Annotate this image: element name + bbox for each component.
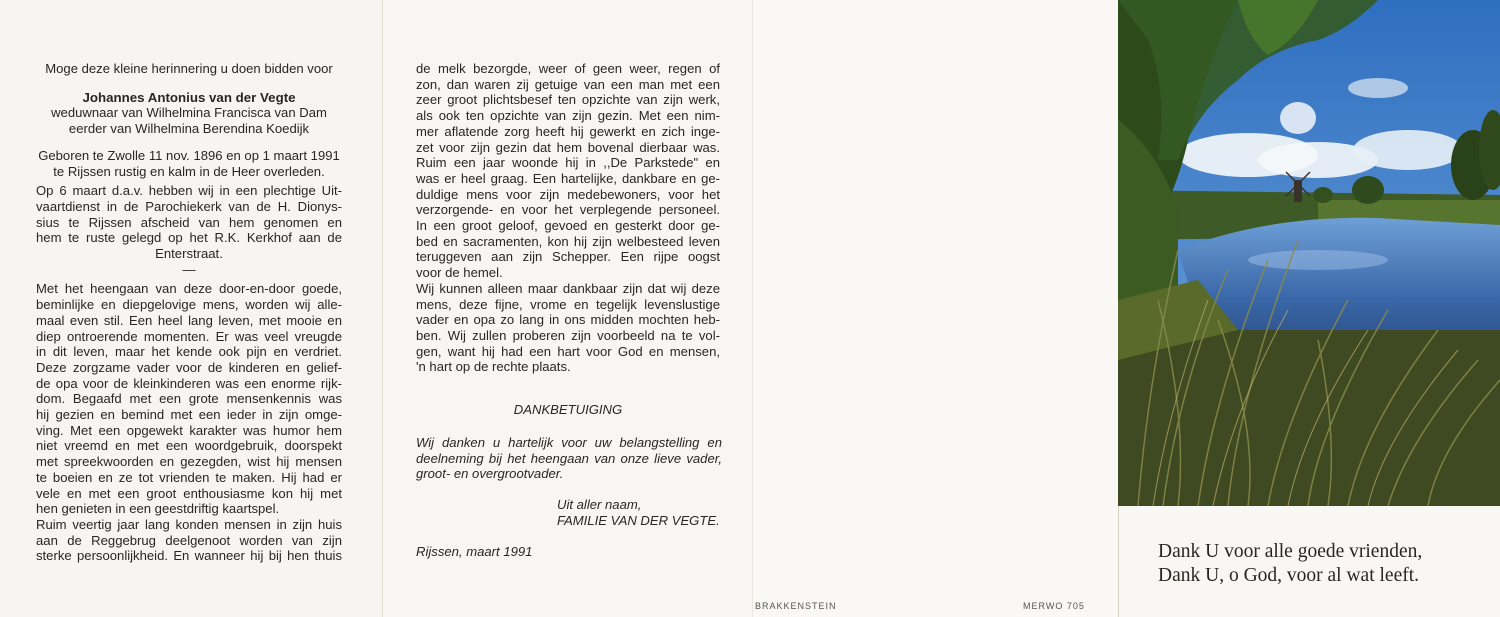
- body-line: beminlijke en diepgelovige mens, worden wij alle-: [36, 297, 342, 313]
- verse-line: Dank U, o God, voor al wat leeft.: [1158, 565, 1420, 586]
- signature-line: FAMILIE VAN DER VEGTE.: [557, 512, 720, 528]
- service-line: hem te ruste gelegd op het R.K. Kerkhof aan de: [36, 230, 342, 246]
- verse-line: Dank U voor alle goede vrienden,: [1158, 541, 1423, 562]
- body-line: mer aflatende zorg heeft hij gewerkt en zich inge-: [416, 123, 720, 139]
- body-line: Deze zorgzame vader voor de kinderen en gelief-: [36, 359, 342, 375]
- born-line: te Rijssen rustig en kalm in de Heer overleden.: [53, 163, 325, 179]
- widower-line: eerder van Wilhelmina Berendina Koedijk: [68, 121, 310, 137]
- signature-line: Uit aller naam,: [557, 497, 642, 512]
- body-line: diep ontroerende momenten. Er was veel vreugde: [36, 328, 342, 344]
- body-line: de opa voor de kleinkinderen was een enorme rijk-: [36, 375, 342, 391]
- body-line: mens, deze fijne, vrome en tegelijk levenslustige: [416, 296, 720, 312]
- body-line: dom. Begaafd met een grote mensenkennis was: [36, 391, 342, 407]
- body-line: met spreekwoorden en gezegden, wist hij mensen: [36, 454, 342, 470]
- verse-text: [1158, 540, 1478, 588]
- body-line: sterke persoonlijkheid. En wanneer hij bij hen thuis: [36, 548, 342, 564]
- body-line: zeer groot plichtsbesef ten opzichte van zijn werk,: [416, 92, 720, 108]
- body-line: ben. Wij zullen proberen zijn voorbeeld na te vol-: [416, 327, 720, 343]
- body-line: te boeien en ze tot vrienden te maken. Hij had er: [36, 469, 342, 485]
- body-line: aan de Reggebrug deelgenoot worden van zijn: [36, 532, 342, 548]
- body-line: maal even stil. Een heel lang leven, met mooie en: [36, 312, 342, 328]
- body-line: 'n hart op de rechte plaats.: [416, 359, 571, 375]
- landscape-photo: [1118, 0, 1500, 506]
- thanks-heading: DANKBETUIGING: [513, 402, 623, 417]
- thanks-line: deelneming bij het heengaan van onze lieve vader,: [416, 450, 722, 466]
- body-line: Ruim een jaar woonde hij in ,,De Parkstede" en: [416, 155, 720, 171]
- thanks-line: groot- en overgrootvader.: [416, 466, 564, 482]
- body-line: bed en sacramenten, kon hij zijn welbesteed leven: [416, 233, 720, 249]
- card-panel-blank: [752, 0, 1118, 617]
- fold-line: [752, 0, 753, 617]
- body-line: vele en met een groot enthousiasme kon hij met: [36, 485, 342, 501]
- place-date: Rijssen, maart 1991: [416, 544, 533, 559]
- body-line: de melk bezorgde, weer of geen weer, regen of: [416, 61, 720, 76]
- service-line: sius te Rijssen afscheid van hem genomen en: [36, 214, 342, 230]
- body-line: in dit leven, maar het kende ook pijn en verdriet.: [36, 344, 342, 360]
- service-line: vaartdienst in de Parochiekerk van de H. Dionys-: [36, 198, 342, 214]
- body-line: hen genieten in een geestdriftig kaartspel.: [36, 501, 280, 517]
- service-line: Op 6 maart d.a.v. hebben wij in een plechtige Uit-: [36, 183, 342, 199]
- body-line: hij gezien en bemind met een ieder in zijn omge-: [36, 407, 342, 423]
- body-line: In een groot geloof, gevoed en gesterkt door ge-: [416, 218, 720, 234]
- body-line: voor de hemel.: [416, 265, 503, 281]
- widower-line: weduwnaar van Wilhelmina Francisca van Dam: [51, 105, 327, 121]
- body-line: gen, want hij had een hart voor God en mensen,: [416, 343, 720, 359]
- body-line: Ruim veertig jaar lang konden mensen in zijn huis: [36, 516, 342, 532]
- body-line: verzorgende- en voor het verplegende personeel.: [416, 202, 720, 218]
- body-line: was er heel graag. Een hartelijke, dankbare en ge-: [416, 170, 720, 186]
- body-line: Met het heengaan van deze door-en-door goede,: [36, 281, 342, 297]
- body-line: als ook ten opzichte van zijn gezin. Met een nim-: [416, 108, 720, 124]
- left-text-column: [36, 61, 342, 564]
- thanks-text: [416, 435, 722, 482]
- body-line: zet voor zijn gezin dat hem bovenal dierbaar was.: [416, 139, 720, 155]
- print-code: MERWO 705: [1023, 601, 1085, 611]
- landscape-illustration: [1118, 0, 1500, 506]
- intro-line: Moge deze kleine herinnering u doen bidden voor: [45, 61, 333, 76]
- body-line: teruggeven aan zijn Schepper. Een rijpe oogst: [416, 249, 720, 265]
- middle-text-column: [416, 61, 720, 375]
- thanks-line: Wij danken u hartelijk voor uw belangstelling en: [416, 435, 722, 450]
- body-line: ving. Met een opgewekt karakter was humor hem: [36, 422, 342, 438]
- family-signature: [557, 497, 737, 528]
- fold-line: [382, 0, 383, 617]
- body-line: duldige mens voor zijn medebewoners, voor het: [416, 186, 720, 202]
- service-line: Enterstraat.: [155, 246, 223, 262]
- deceased-name: Johannes Antonius van der Vegte: [82, 89, 296, 105]
- printer-imprint: BRAKKENSTEIN: [755, 601, 837, 611]
- born-line: Geboren te Zwolle 11 nov. 1896 en op 1 maart 1991: [38, 147, 340, 163]
- body-line: Wij kunnen alleen maar dankbaar zijn dat wij deze: [416, 280, 720, 296]
- body-line: zon, dan waren zij getuige van een man met een: [416, 76, 720, 92]
- body-line: vader en opa zo lang in ons midden mochten heb-: [416, 312, 720, 328]
- separator-dash: —: [182, 261, 196, 277]
- body-line: niet vreemd en met een woordgebruik, doorspekt: [36, 438, 342, 454]
